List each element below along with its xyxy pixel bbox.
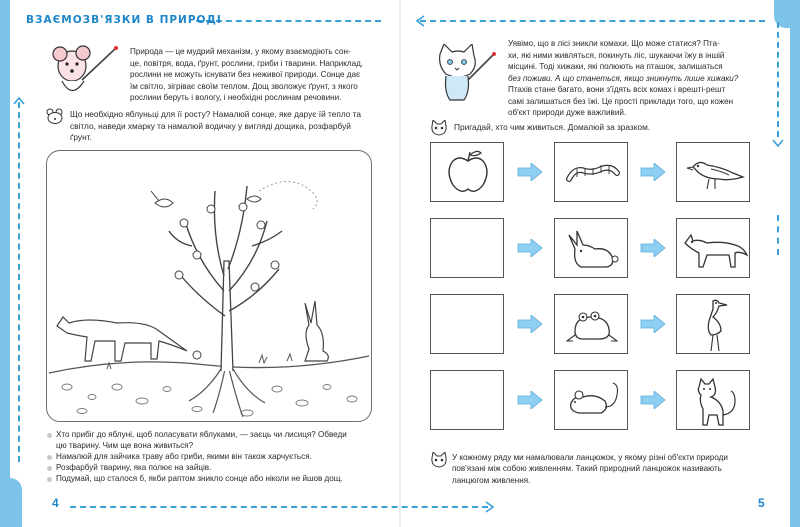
left-task-bullets <box>46 430 376 485</box>
chain-cell-rabbit[interactable] <box>554 218 628 278</box>
arrow-right-icon <box>640 315 666 333</box>
bullet-item: Подумай, що сталося б, якби раптом зникло сонце або ніколи не йшов дощ. <box>46 474 376 485</box>
arrow-left-icon <box>414 14 426 28</box>
left-page-number: 4 <box>52 496 59 510</box>
arrow-down-icon <box>771 138 785 148</box>
chain-cell-mouse[interactable] <box>554 370 628 430</box>
chain-cell-frog[interactable] <box>554 294 628 354</box>
intro-line: це, повітря, вода, ґрунт, рослини, гриби і тварини. Наприклад, <box>130 58 364 68</box>
intro-line: рослини беруть і вологу, і необхідні рослинам речовини. <box>130 93 342 102</box>
bullet-item: Розфарбуй тварину, яка полює на зайців. <box>46 463 376 474</box>
arrow-right-icon <box>517 391 543 409</box>
section-title: ВЗАЄМОЗВ'ЯЗКИ В ПРИРОДІ <box>26 14 222 26</box>
arrow-right-icon <box>517 163 543 181</box>
bullet-item: Хто прибіг до яблуні, щоб поласувати яблуками, — заєць чи лисиця? Обведи <box>46 430 376 441</box>
left-side-dashed-line <box>18 102 20 462</box>
task-line: світло, наведи хмарку та намалюй водичку у вигляді дощика, розфарбуй <box>70 120 351 131</box>
caterpillar-icon <box>555 143 629 203</box>
chain-cell-bird[interactable] <box>676 142 750 202</box>
cat-note-icon <box>430 452 448 468</box>
rabbit-icon <box>555 219 629 279</box>
chain-cell-cat[interactable] <box>676 370 750 430</box>
arrow-right-icon <box>640 163 666 181</box>
chain-cell-caterpillar[interactable] <box>554 142 628 202</box>
chain-cell-heron[interactable] <box>676 294 750 354</box>
arrow-right-icon <box>640 239 666 257</box>
arrow-up-icon <box>12 96 26 106</box>
right-top-dashed-line <box>420 20 765 22</box>
footer-line: ланцюгом живлення. <box>452 475 531 485</box>
footer-line: пов'язані між собою живленням. Такий природний ланцюжок називають <box>452 464 722 474</box>
cat-task-icon <box>430 120 448 136</box>
book-spine <box>399 0 401 527</box>
bird-icon <box>677 143 751 203</box>
apple-icon <box>431 143 505 203</box>
intro-line: без поживи. А що станеться, якщо зникнуть лише хижаки? <box>508 73 739 83</box>
intro-line: їм світло, зігріває своїм теплом. Дощ зволожує ґрунт, з якого <box>130 81 358 91</box>
footer-line: У кожному ряду ми намалювали ланцюжок, у якому різні об'єкти природи <box>452 453 728 462</box>
food-chain-explanation <box>452 452 782 486</box>
arrow-right-icon <box>517 239 543 257</box>
apple-tree-scene <box>47 151 373 423</box>
bullet-continuation: цю тварину. Чим ще вона живиться? <box>56 441 194 451</box>
chain-cell-empty[interactable] <box>430 218 504 278</box>
heron-icon <box>677 295 751 355</box>
intro-line: об'єкт природи дуже важливий. <box>508 108 627 117</box>
intro-line: самі залишаться без їжі. Це прості приклади того, що кожен <box>508 96 734 106</box>
right-intro-paragraph <box>508 38 776 119</box>
mouse-icon <box>555 371 629 431</box>
chain-cell-empty[interactable] <box>430 294 504 354</box>
intro-line: хи, які ними живляться, покинуть ліс, шукаючи їжу в іншій <box>508 50 725 60</box>
intro-line: Природа — це мудрий механізм, у якому взаємодіють сон- <box>130 47 351 56</box>
left-intro-paragraph <box>130 46 385 104</box>
right-page-number: 5 <box>758 496 765 510</box>
intro-line: Птахів стане багато, вони з'їдять всіх комах і врешті-решт <box>508 85 726 94</box>
wolf-icon <box>677 219 751 279</box>
task-line: Що необхідно яблуньці для її росту? Намалюй сонце, яке дарує їй тепло та <box>70 109 362 119</box>
arrow-right-icon <box>484 500 496 514</box>
left-page-edge-tab <box>0 478 22 527</box>
mouse-task-icon <box>46 108 64 124</box>
right-page-edge <box>790 0 800 527</box>
bottom-dashed-line <box>70 506 488 508</box>
arrow-right-icon <box>517 315 543 333</box>
left-page-edge <box>0 0 10 527</box>
task-line: ґрунт. <box>70 132 92 142</box>
chain-cell-wolf[interactable] <box>676 218 750 278</box>
chain-cell-apple[interactable] <box>430 142 504 202</box>
cat-icon <box>677 371 751 431</box>
intro-line: Уявімо, що в лісі зникли комахи. Що може статися? Пта- <box>508 39 720 48</box>
left-top-dashed-line <box>196 20 381 22</box>
intro-line: місцині. Тоді хижаки, які полюють на пташок, залишаться <box>508 62 723 71</box>
frog-icon <box>555 295 629 355</box>
intro-line: рослини не можуть існувати без неживої природи. Сонце дає <box>130 70 361 79</box>
chain-cell-empty[interactable] <box>430 370 504 430</box>
arrow-right-icon <box>640 391 666 409</box>
right-task-text: Пригадай, хто чим живиться. Домалюй за зразком. <box>454 122 651 132</box>
left-task-paragraph <box>70 109 375 144</box>
right-side-dashed-line-mid <box>777 215 779 255</box>
mouse-teacher-illustration <box>50 42 120 100</box>
apple-tree-coloring-area[interactable] <box>46 150 372 422</box>
right-side-dashed-line-top <box>777 22 779 137</box>
cat-teacher-illustration <box>434 44 496 102</box>
bullet-item: Намалюй для зайчика траву або гриби, якими він також харчується. <box>46 452 376 463</box>
